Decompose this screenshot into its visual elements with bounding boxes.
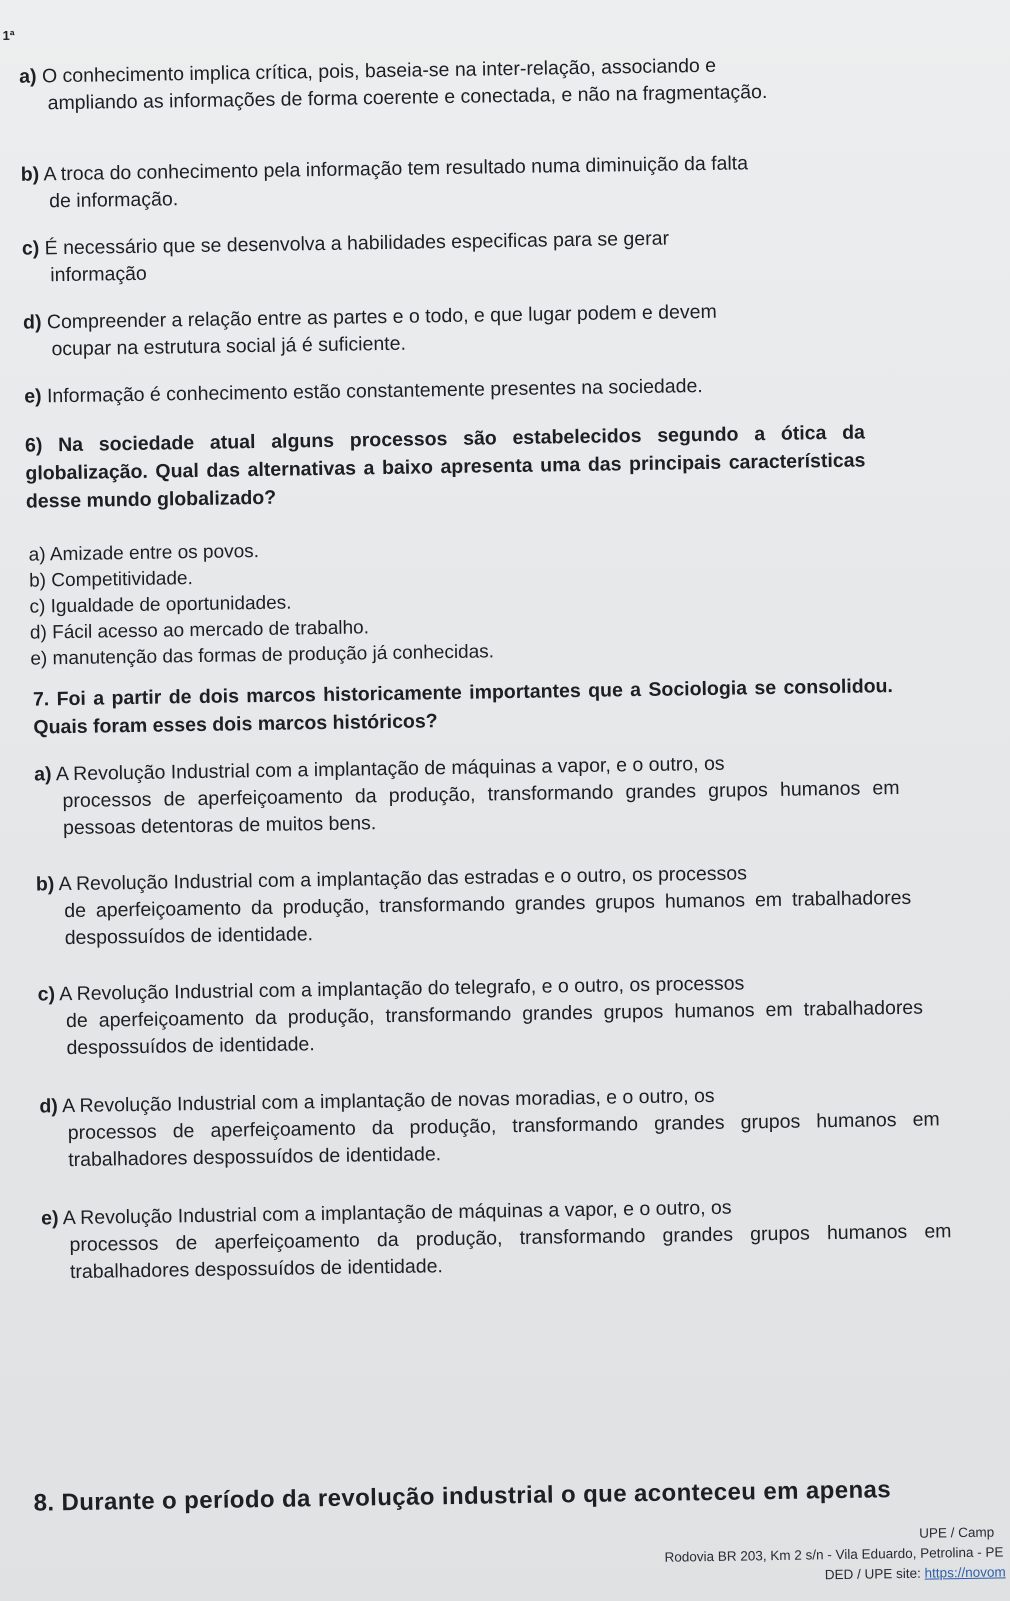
q6-option-b: b) Competitividade. [28,568,193,592]
q5-option-b-rest: de informação. [48,188,179,213]
q5-option-e [24,370,864,410]
q7-option-a: a) A Revolução Industrial com a implantação de máquinas a vapor, e o outro, os processos de aperfeiçoamento da produção, transformando grandes grupos humanos em pessoas detentoras de muitos bens. [34,748,900,843]
q5-option-c-line1: É necessário que se desenvolva a habilidades especificas para se gerar [44,227,670,260]
q5-option-a-rest: ampliando as informações de forma coerente e conectada, e não na fragmentação. [47,80,768,115]
q5-option-d-letter: d) [22,311,42,334]
q5-option-b [21,149,842,216]
q6-question: 6) Na sociedade atual alguns processos são estabelecidos segundo a ótica da globalização. Qual das alternativas a baixo apresenta uma das principais características desse mundo globalizado? [24,421,866,513]
q5-option-d-rest: ocupar na estrutura social já é suficiente. [51,332,407,361]
q7-option-c: c) A Revolução Industrial com a implantação do telegrafo, e o outro, os processos de aperfeiçoamento da produção, transformando grandes grupos humanos em trabalhadores despossuídos de identidade. [37,968,923,1063]
q5-option-d-line1: Compreender a relação entre as partes e o todo, e que lugar podem e devem [46,300,717,334]
q5-option-e-letter: e) [24,385,42,408]
footer-site-link[interactable]: https://novom [924,1564,1006,1581]
footer-address: Rodovia BR 203, Km 2 s/n - Vila Eduardo, Petrolina - PE [664,1544,1004,1565]
q6-option-e: e) manutenção das formas de produção já conhecidas. [30,641,495,670]
q8-question: 8. Durante o período da revolução industrial o que aconteceu em apenas [33,1476,892,1517]
q7-option-a-rest: processos de aperfeiçoamento da produção, transformando grandes grupos humanos em pessoas detentoras de muitos bens. [62,776,900,840]
footer-site-label: DED / UPE site: [824,1565,925,1583]
q7-option-e-rest: processos de aperfeiçoamento da produção, transformando grandes grupos humanos em trabalhadores despossuídos de identidade. [69,1220,952,1284]
page-marker: 1ª [2,27,15,43]
q7-question: 7. Foi a partir de dois marcos historicamente importantes que a Sociologia se consolidou. Quais foram esses dois marcos históricos? [32,675,894,739]
q5-option-c-letter: c) [21,237,40,260]
q5-option-a-line1: O conhecimento implica crítica, pois, baseia-se na inter-relação, associando e [41,54,717,88]
q5-option-b-letter: b) [20,163,40,186]
footer-site [825,1564,1006,1582]
q7-option-d: d) A Revolução Industrial com a implantação de novas moradias, e o outro, os processos de aperfeiçoamento da produção, transformando grandes grupos humanos em trabalhadores despossuídos de identidade. [39,1079,940,1174]
q7-option-b-rest: de aperfeiçoamento da produção, transformando grandes grupos humanos em trabalhadores despossuídos de identidade. [64,886,912,950]
footer-campus: UPE / Camp [919,1524,995,1541]
q5-option-b-line1: A troca do conhecimento pela informação tem resultado numa diminuição da falta [43,152,749,186]
q5-option-d [23,296,864,363]
q5-option-c [22,223,853,290]
q6-option-a: a) Amizade entre os povos. [28,541,260,566]
q7-option-b: b) A Revolução Industrial com a implantação das estradas e o outro, os processos de aperfeiçoamento da produção, transformando grandes grupos humanos em trabalhadores despossuídos de identidade. [36,858,912,953]
q7-option-e: e) A Revolução Industrial com a implantação de máquinas a vapor, e o outro, os processos de aperfeiçoamento da produção, transformando grandes grupos humanos em trabalhadores despossuídos de identidade. [41,1191,952,1286]
q5-option-c-rest: informação [50,262,147,287]
q7-option-d-rest: processos de aperfeiçoamento da produção, transformando grandes grupos humanos em trabalhadores despossuídos de identidade. [67,1108,940,1172]
q5-option-a [19,51,840,118]
q6-option-c: c) Igualdade de oportunidades. [29,592,292,618]
q5-option-a-letter: a) [19,65,37,88]
q7-option-c-rest: de aperfeiçoamento da produção, transformando grandes grupos humanos em trabalhadores despossuídos de identidade. [65,996,924,1060]
q5-option-e-line1: Informação é conhecimento estão constantemente presentes na sociedade. [46,375,703,408]
q6-option-d: d) Fácil acesso ao mercado de trabalho. [29,617,370,644]
